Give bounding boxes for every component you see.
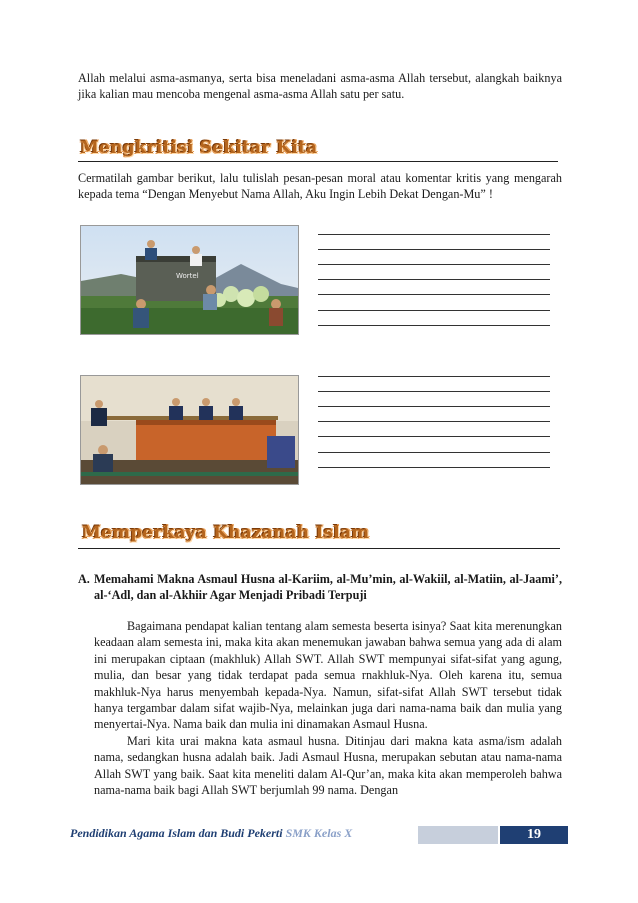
- heading-rule: [78, 548, 560, 549]
- body-paragraph-1: Bagaimana pendapat kalian tentang alam semesta beserta isinya? Saat kita merenungkan keadaan alam semesta ini, maka kita akan menemukan jawaban bahwa semua yang ada di alam ini merupakan ciptaan (makhluk) Allah SWT. Allah SWT mempunyai sifat-sifat yang agung, mulia, dan besar yang tidak terdapat pada semua rnakhluk-Nya. Oleh karena itu, semua makhluk-Nya harus menyembah kepada-Nya. Namun, sifat-sifat Allah SWT tersebut tidak hanya tergambar dalam sifat wajib-Nya, melainkan juga dari nama-nama baik dan mulia yang menyertai-Nya. Nama baik dan mulia ini dinamakan Asmaul Husna.: [94, 619, 562, 732]
- footer-title: [70, 826, 352, 841]
- heading-rule: [78, 161, 558, 162]
- farmers-harvest-photo: [80, 225, 299, 335]
- answer-line[interactable]: [318, 265, 550, 280]
- answer-line[interactable]: [318, 235, 550, 250]
- answer-line[interactable]: [318, 362, 550, 377]
- truck-label: Wortel: [176, 272, 199, 280]
- answer-line[interactable]: [318, 392, 550, 407]
- answer-line[interactable]: [318, 311, 550, 326]
- courtroom-photo: [80, 375, 299, 485]
- answer-line[interactable]: [318, 407, 550, 422]
- answer-lines-2[interactable]: [318, 362, 550, 468]
- answer-line[interactable]: [318, 437, 550, 452]
- answer-line[interactable]: [318, 250, 550, 265]
- body-paragraph-2: Mari kita urai makna kata asmaul husna. Ditinjau dari makna kata asma/ism adalah nama, sedangkan husna adalah baik. Jadi Asmaul Husna, merupakan sebutan atau nama-nama Allah SWT yang baik. Saat kita meneliti dalam Al-Qur’an, maka kita akan memperoleh bahwa nama-nama baik bagi Allah SWT berjumlah 99 nama. Dengan: [94, 733, 562, 798]
- answer-line[interactable]: [318, 377, 550, 392]
- answer-line[interactable]: [318, 422, 550, 437]
- subheading-text: Memahami Makna Asmaul Husna al-Kariim, al-Mu’min, al-Wakiil, al-Matiin, al-Jaami’, al-‘Adl, dan al-Akhiir Agar Menjadi Pribadi Terpuji: [94, 572, 562, 603]
- answer-line[interactable]: [318, 453, 550, 468]
- section-heading-mengkritisi: Mengkritisi Sekitar Kita: [80, 138, 318, 158]
- footer-bar-light: [418, 826, 498, 844]
- courtroom-illustration: [81, 376, 298, 484]
- subheading-marker: A.: [78, 572, 90, 586]
- page-number: 19: [500, 826, 568, 844]
- instruction-paragraph: Cermatilah gambar berikut, lalu tulislah pesan-pesan moral atau komentar kritis yang mengarah kepada tema “Dengan Menyebut Nama Allah, Aku Ingin Lebih Dekat Dengan-Mu” !: [78, 171, 562, 202]
- footer: [70, 826, 568, 844]
- answer-line[interactable]: [318, 220, 550, 235]
- answer-line[interactable]: [318, 280, 550, 295]
- section-heading-memperkaya: Memperkaya Khazanah Islam: [82, 523, 370, 543]
- answer-lines-1[interactable]: [318, 220, 550, 326]
- footer-book-title: Pendidikan Agama Islam dan Budi Pekerti: [70, 826, 283, 840]
- body-text: [94, 618, 562, 798]
- footer-class-label: SMK Kelas X: [285, 826, 353, 840]
- subheading-a: [78, 571, 562, 604]
- intro-paragraph: Allah melalui asma-asmanya, serta bisa meneladani asma-asma Allah tersebut, alangkah baiknya jika kalian mau mencoba mengenal asma-asma Allah satu per satu.: [78, 71, 562, 102]
- farmers-harvest-illustration: [81, 226, 298, 334]
- answer-line[interactable]: [318, 295, 550, 310]
